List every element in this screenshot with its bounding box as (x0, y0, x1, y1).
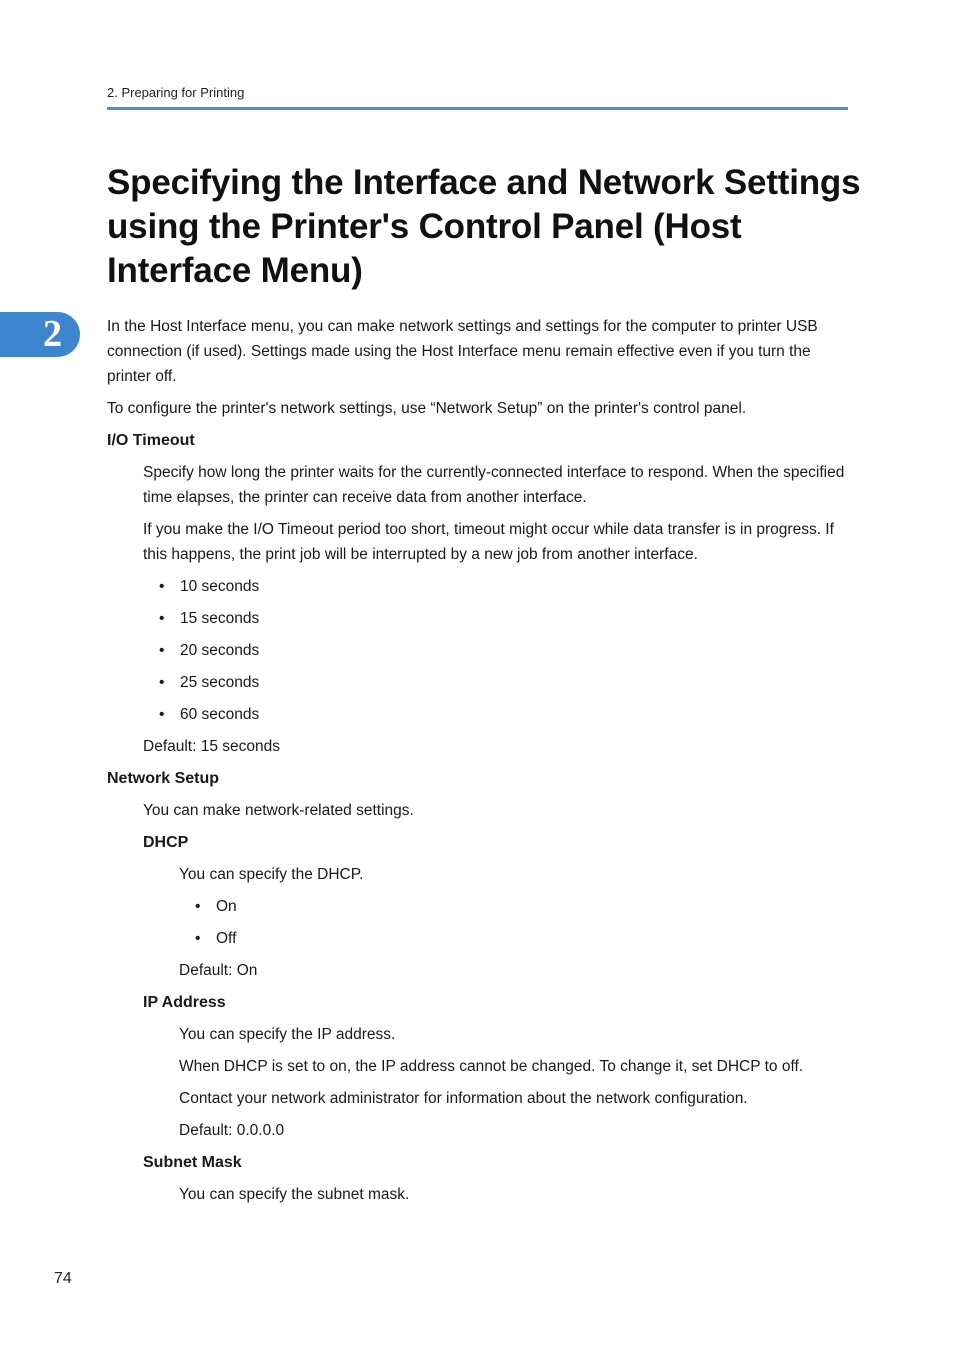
running-header: 2. Preparing for Printing (107, 85, 245, 100)
io-timeout-paragraph: If you make the I/O Timeout period too short, timeout might occur while data transfer is in progress. If this happens, the print job will be interrupted by a new job from another interface. (143, 521, 834, 563)
ip-address-paragraph: You can specify the IP address. (179, 1026, 396, 1043)
subnet-mask-heading: Subnet Mask (143, 1154, 242, 1171)
dhcp-section (179, 862, 852, 983)
ip-address-heading: IP Address (143, 994, 226, 1011)
list-item: • 15 seconds (143, 606, 852, 631)
io-timeout-options (143, 574, 852, 727)
subnet-mask-description: You can specify the subnet mask. (179, 1186, 410, 1203)
io-timeout-heading: I/O Timeout (107, 432, 195, 449)
dhcp-heading: DHCP (143, 834, 189, 851)
subnet-mask-section (179, 1182, 852, 1207)
chapter-number: 2 (43, 313, 62, 355)
intro-paragraph: To configure the printer's network settings, use “Network Setup” on the printer's control panel. (107, 400, 747, 417)
io-timeout-section (143, 460, 852, 759)
ip-address-section (179, 1022, 852, 1143)
dhcp-options (179, 894, 852, 951)
dhcp-default: Default: On (179, 962, 258, 979)
list-item: • Off (179, 926, 852, 951)
ip-address-paragraph: When DHCP is set to on, the IP address cannot be changed. To change it, set DHCP to off. (179, 1058, 804, 1075)
chapter-tab (0, 312, 80, 357)
io-timeout-paragraph: Specify how long the printer waits for the currently-connected interface to respond. When the specified time elapses, the printer can receive data from another interface. (143, 464, 845, 506)
list-item: • 20 seconds (143, 638, 852, 663)
list-item: • 25 seconds (143, 670, 852, 695)
page-number: 74 (54, 1270, 72, 1287)
page-title: Specifying the Interface and Network Settings using the Printer's Control Panel (Host Interface Menu) (107, 163, 861, 290)
network-setup-section (143, 798, 852, 1207)
ip-address-paragraph: Contact your network administrator for information about the network configuration. (179, 1090, 748, 1107)
io-timeout-default: Default: 15 seconds (143, 738, 281, 755)
intro-paragraph: In the Host Interface menu, you can make network settings and settings for the computer to printer USB connection (if used). Settings made using the Host Interface menu remain effective even if you turn the printer off. (107, 318, 818, 385)
list-item: • On (179, 894, 852, 919)
main-content (107, 314, 852, 1214)
list-item: • 10 seconds (143, 574, 852, 599)
network-setup-description: You can make network-related settings. (143, 802, 414, 819)
ip-address-default: Default: 0.0.0.0 (179, 1122, 285, 1139)
list-item: • 60 seconds (143, 702, 852, 727)
network-setup-heading: Network Setup (107, 770, 220, 787)
header-rule (107, 107, 848, 110)
dhcp-description: You can specify the DHCP. (179, 866, 364, 883)
